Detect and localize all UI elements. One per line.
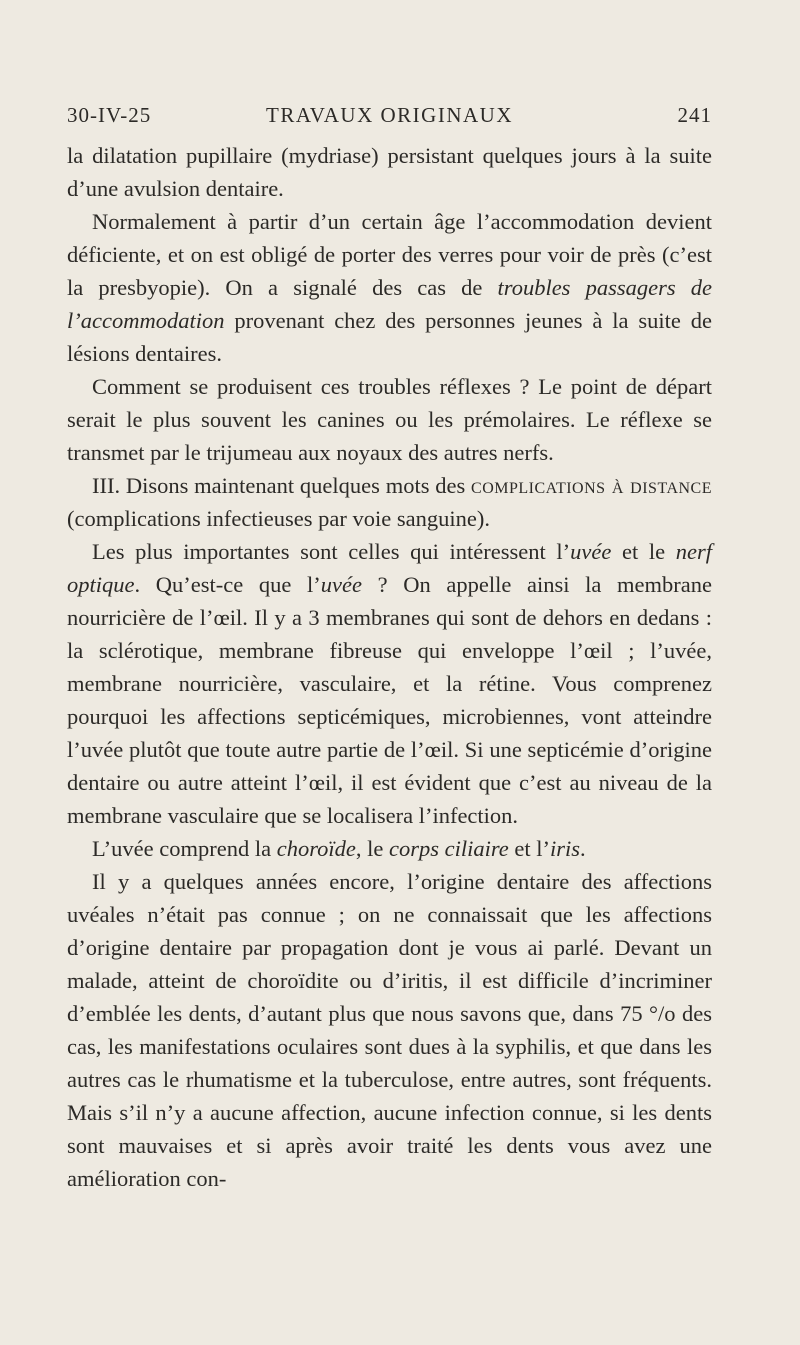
paragraph-5: Les plus importantes sont celles qui intéressent l’uvée et le nerf optique. Qu’est-ce que l’uvée ? On appelle ainsi la membrane nourricière de l’œil. Il y a 3 membranes qui sont de dehors en dedans : la sclérotique, membrane fibreuse qui enveloppe l’œil ; l’uvée, membrane nourricière, vasculaire, et la rétine. Vous comprenez pourquoi les affections septicémiques, microbiennes, vont atteindre l’uvée plutôt que toute autre partie de l’œil. Si une septicémie d’origine dentaire ou autre atteint l’œil, il est évident que c’est au niveau de la membrane vasculaire que se localisera l’infection. <box>67 539 712 828</box>
italic-term: nerf optique <box>67 539 712 597</box>
italic-term: corps ciliaire <box>389 836 509 861</box>
italic-term: uvée <box>320 572 362 597</box>
header-date: 30-IV-25 <box>67 103 152 127</box>
paragraph-1: la dilatation pupillaire (mydriase) persistant quelques jours à la suite d’une avulsion dentaire. <box>67 143 712 201</box>
small-caps-term: complications à distance <box>471 473 712 498</box>
paragraph-6: L’uvée comprend la choroïde, le corps ciliaire et l’iris. <box>92 836 586 861</box>
running-header <box>67 103 712 133</box>
body-text <box>67 139 712 1195</box>
paragraph-4: III. Disons maintenant quelques mots des complications à distance (complications infectieuses par voie sanguine). <box>67 473 712 531</box>
italic-term: choroïde <box>276 836 356 861</box>
paragraph-7: Il y a quelques années encore, l’origine dentaire des affections uvéales n’était pas connue ; on ne connaissait que les affections d’origine dentaire par propagation dont je vous ai parlé. Devant un malade, atteint de choroïdite ou d’iritis, il est difficile d’incriminer d’emblée les dents, d’autant plus que nous savons que, dans 75 °/o des cas, les manifestations oculaires sont dues à la syphilis, et que dans les autres cas le rhumatisme et la tuberculose, entre autres, sont fréquents. Mais s’il n’y a aucune affection, aucune infection connue, si les dents sont mauvaises et si après avoir traité les dents vous avez une amélioration con- <box>67 869 712 1191</box>
italic-term: iris <box>550 836 581 861</box>
paragraph-3: Comment se produisent ces troubles réflexes ? Le point de départ serait le plus souvent les canines ou les prémolaires. Le réflexe se transmet par le trijumeau aux noyaux des autres nerfs. <box>67 374 712 465</box>
page-number: 241 <box>677 103 712 127</box>
paragraph-2: Normalement à partir d’un certain âge l’accommodation devient déficiente, et on est obligé de porter des verres pour voir de près (c’est la presbyopie). On a signalé des cas de troubles passagers de l’accommodation provenant chez des personnes jeunes à la suite de lésions dentaires. <box>67 209 712 366</box>
italic-term: troubles passagers de l’accommodation <box>67 275 712 333</box>
italic-term: uvée <box>570 539 612 564</box>
header-title: TRAVAUX ORIGINAUX <box>266 103 513 127</box>
